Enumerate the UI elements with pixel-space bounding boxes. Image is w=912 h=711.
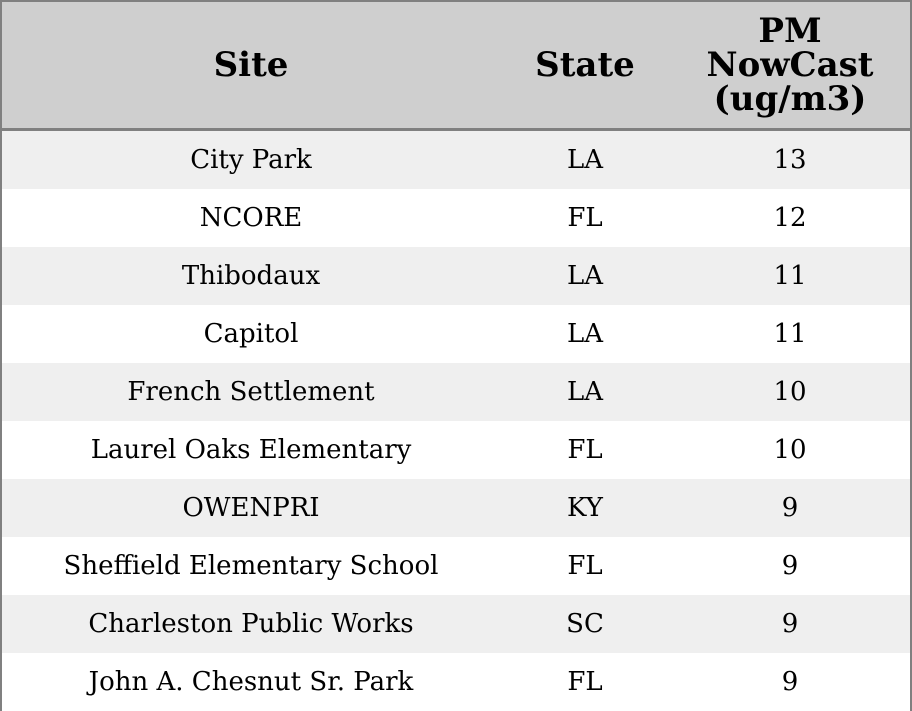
column-header-site: Site (2, 2, 500, 130)
cell-site: Charleston Public Works (2, 595, 500, 653)
cell-pm-nowcast: 9 (670, 479, 910, 537)
cell-site: John A. Chesnut Sr. Park (2, 653, 500, 711)
header-row (2, 2, 910, 130)
cell-pm-nowcast: 10 (670, 421, 910, 479)
cell-pm-nowcast: 9 (670, 595, 910, 653)
table-row (2, 653, 910, 711)
cell-site: NCORE (2, 189, 500, 247)
cell-state: LA (500, 130, 670, 190)
table-row (2, 189, 910, 247)
column-header-state: State (500, 2, 670, 130)
cell-site: Sheffield Elementary School (2, 537, 500, 595)
cell-state: LA (500, 305, 670, 363)
cell-state: FL (500, 421, 670, 479)
cell-site: City Park (2, 130, 500, 190)
cell-state: KY (500, 479, 670, 537)
cell-state: LA (500, 247, 670, 305)
cell-site: French Settlement (2, 363, 500, 421)
cell-site: Capitol (2, 305, 500, 363)
table-row (2, 537, 910, 595)
cell-site: OWENPRI (2, 479, 500, 537)
cell-state: SC (500, 595, 670, 653)
data-table (2, 2, 910, 711)
cell-site: Laurel Oaks Elementary (2, 421, 500, 479)
table-row (2, 479, 910, 537)
table-row (2, 595, 910, 653)
column-header-pm-nowcast (670, 2, 910, 130)
table-row (2, 130, 910, 190)
table-row (2, 363, 910, 421)
cell-pm-nowcast: 12 (670, 189, 910, 247)
table-row (2, 421, 910, 479)
column-header-pm-line-1: PM (758, 11, 822, 51)
cell-pm-nowcast: 9 (670, 537, 910, 595)
cell-pm-nowcast: 11 (670, 305, 910, 363)
table-row (2, 247, 910, 305)
column-header-pm-line-3: (ug/m3) (713, 79, 867, 119)
cell-state: LA (500, 363, 670, 421)
cell-site: Thibodaux (2, 247, 500, 305)
cell-state: FL (500, 653, 670, 711)
table-row (2, 305, 910, 363)
cell-pm-nowcast: 11 (670, 247, 910, 305)
column-header-pm-line-2: NowCast (706, 45, 874, 85)
table-body (2, 130, 910, 711)
cell-pm-nowcast: 13 (670, 130, 910, 190)
cell-pm-nowcast: 9 (670, 653, 910, 711)
cell-state: FL (500, 537, 670, 595)
cell-pm-nowcast: 10 (670, 363, 910, 421)
cell-state: FL (500, 189, 670, 247)
table-header (2, 2, 910, 130)
